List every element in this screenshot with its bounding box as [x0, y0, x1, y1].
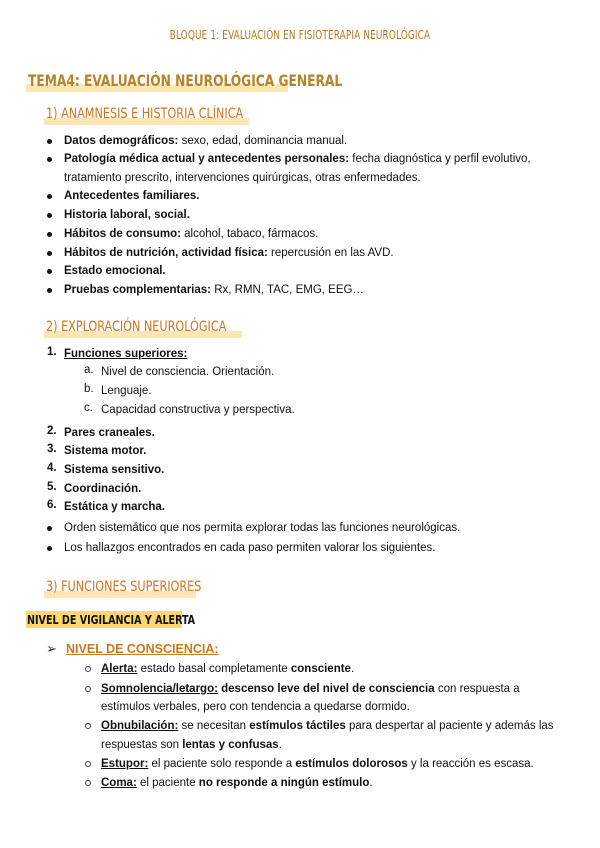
list-item: Los hallazgos encontrados en cada paso permiten valorar los siguientes.	[64, 542, 436, 554]
list-number: 3.	[47, 443, 57, 455]
bullet	[47, 288, 52, 293]
list-item: Somnolencia/letargo: descenso leve del nivel de consciencia con respuesta a	[101, 683, 520, 695]
vigilancia-heading: NIVEL DE VIGILANCIA Y ALERTA	[27, 612, 196, 627]
list-item: Estado emocional.	[64, 265, 166, 277]
list-item: Hábitos de nutrición, actividad física: repercusión en las AVD.	[64, 247, 394, 259]
document-header: BLOQUE 1: EVALUACIÓN EN FISIOTERAPIA NEUROLÓGICA	[169, 28, 431, 42]
bullet	[47, 139, 52, 144]
bullet	[47, 546, 52, 551]
list-item: Coordinación.	[64, 483, 142, 495]
section1-title: 1) ANAMNESIS E HISTORIA CLÍNICA	[46, 106, 244, 122]
sub-item: Capacidad constructiva y perspectiva.	[101, 404, 295, 416]
bullet	[47, 526, 52, 531]
circle-bullet	[85, 761, 91, 767]
sub-letter: a.	[84, 364, 94, 376]
list-item-continuation: estímulos verbales, pero con tendencia a quedarse dormido.	[101, 701, 410, 713]
arrow-icon: ➢	[46, 641, 57, 656]
list-number: 6.	[47, 499, 57, 511]
list-item: Obnubilación: se necesitan estímulos táctiles para despertar al paciente y además las	[101, 720, 554, 732]
list-number: 4.	[47, 462, 57, 474]
list-item: Estática y marcha.	[64, 501, 166, 513]
bullet	[47, 232, 52, 237]
sub-item: Nivel de consciencia. Orientación.	[101, 366, 275, 378]
circle-bullet	[85, 780, 91, 786]
list-item: Historia laboral, social.	[64, 209, 190, 221]
tema-title: TEMA4: EVALUACIÓN NEUROLÓGICA GENERAL	[28, 71, 343, 90]
bullet	[47, 251, 52, 256]
list-number: 1.	[47, 346, 57, 358]
bullet	[47, 269, 52, 274]
list-item-continuation: tratamiento prescrito, intervenciones quirúrgicas, otras enfermedades.	[64, 172, 421, 184]
list-number: 2.	[47, 425, 57, 437]
list-item: Sistema motor.	[64, 445, 147, 457]
list-item: Datos demográficos: sexo, edad, dominancia manual.	[64, 135, 348, 147]
list-item: Alerta: estado basal completamente consciente.	[101, 663, 355, 675]
nivel-consciencia-heading: NIVEL DE CONSCIENCIA:	[66, 642, 219, 656]
list-item-continuation: respuestas son lentas y confusas.	[101, 739, 282, 751]
circle-bullet	[85, 666, 91, 672]
sub-letter: c.	[84, 402, 93, 414]
list-item: Hábitos de consumo: alcohol, tabaco, fármacos.	[64, 228, 319, 240]
sub-item: Lenguaje.	[101, 385, 152, 397]
list-item: Patología médica actual y antecedentes personales: fecha diagnóstica y perfil evolutivo,	[64, 153, 531, 165]
list-item: Estupor: el paciente solo responde a estímulos dolorosos y la reacción es escasa.	[101, 758, 534, 770]
list-item: Pruebas complementarias: Rx, RMN, TAC, EMG, EEG…	[64, 284, 364, 296]
bullet	[47, 194, 52, 199]
list-number: 5.	[47, 481, 57, 493]
list-item: Funciones superiores:	[64, 348, 188, 360]
bullet	[47, 213, 52, 218]
list-item: Antecedentes familiares.	[64, 190, 200, 202]
section2-title: 2) EXPLORACIÓN NEUROLÓGICA	[46, 319, 227, 335]
list-item: Pares craneales.	[64, 427, 155, 439]
sub-letter: b.	[84, 383, 94, 395]
list-item: Sistema sensitivo.	[64, 464, 165, 476]
bullet	[47, 157, 52, 162]
section3-title: 3) FUNCIONES SUPERIORES	[46, 579, 202, 595]
circle-bullet	[85, 723, 91, 729]
circle-bullet	[85, 686, 91, 692]
list-item: Orden sistemático que nos permita explorar todas las funciones neurológicas.	[64, 522, 461, 534]
list-item: Coma: el paciente no responde a ningún estímulo.	[101, 777, 373, 789]
